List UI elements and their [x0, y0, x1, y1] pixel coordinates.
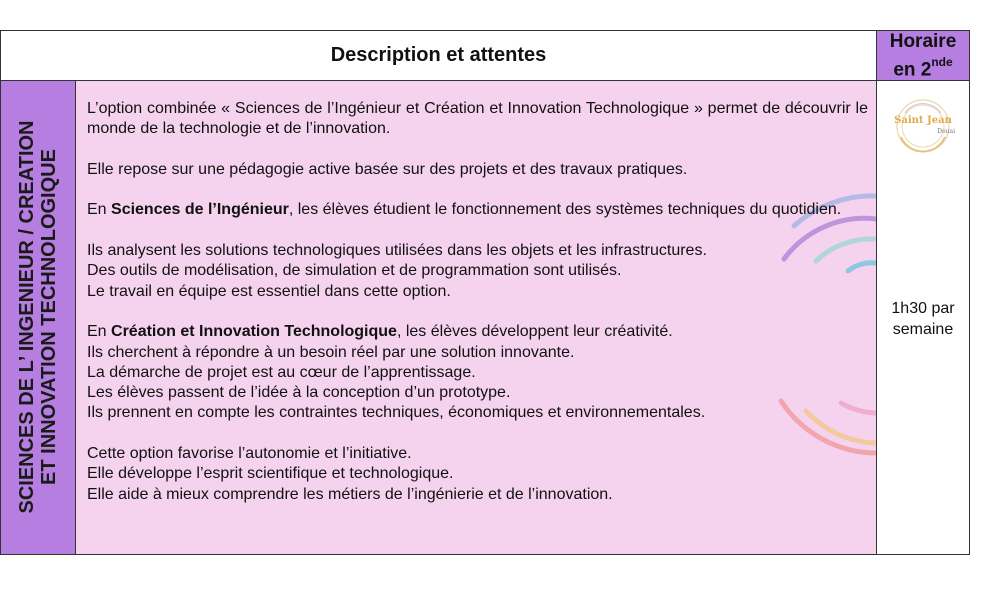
si-line-2: Des outils de modélisation, de simulation et de programmation sont utilisés. [87, 262, 622, 280]
cit-bold-title: Création et Innovation Technologique [111, 323, 397, 341]
description-paragraph-2: Elle repose sur une pédagogie active basée sur des projets et des travaux pratiques. [87, 160, 688, 178]
course-title-line2: ET INNOVATION TECHNOLOGIQUE [38, 149, 60, 485]
si-suffix: , les élèves étudient le fonctionnement des systèmes techniques du quotidien. [288, 201, 842, 219]
description-header: Description et attentes [1, 31, 877, 80]
logo-rings-icon [891, 97, 955, 155]
horaire-header-line2 [893, 53, 952, 81]
si-prefix: En [87, 201, 112, 219]
description-cell [76, 81, 877, 554]
horaire-header-line2-main: en 2 [893, 59, 932, 81]
logo-name: Saint Jean [894, 115, 952, 126]
description-paragraph-5 [87, 322, 868, 423]
course-title-vertical [16, 97, 60, 537]
table-body-row [1, 81, 969, 554]
saint-jean-logo [891, 97, 955, 155]
horaire-value-line2: semaine [892, 320, 954, 338]
cit-line-3: Les élèves passent de l’idée à la conception d’un prototype. [87, 384, 511, 402]
description-paragraph-1: L’option combinée « Sciences de l’Ingénieur et Création et Innovation Technologique » permet de découvrir le monde de la technologie et de l’innovation. [87, 100, 868, 138]
cit-suffix: , les élèves développent leur créativité. [396, 323, 673, 341]
course-table [0, 30, 970, 555]
logo-city: Douai [937, 128, 955, 135]
horaire-header-line1: Horaire [889, 30, 957, 52]
course-title-cell [1, 81, 76, 554]
description-paragraph-4 [87, 241, 868, 302]
cit-line-1: Ils cherchent à répondre à un besoin réel par une solution innovante. [87, 343, 575, 361]
si-line-1: Ils analysent les solutions technologiques utilisées dans les objets et les infrastructures. [87, 242, 707, 260]
conclusion-line-3: Elle aide à mieux comprendre les métiers de l’ingénierie et de l’innovation. [87, 485, 613, 503]
conclusion-line-2: Elle développe l’esprit scientifique et technologique. [87, 465, 454, 483]
si-bold-title: Sciences de l’Ingénieur [111, 201, 289, 219]
horaire-cell [877, 81, 969, 554]
table-header-row [1, 31, 969, 81]
cit-line-2: La démarche de projet est au cœur de l’apprentissage. [87, 363, 476, 381]
cit-prefix: En [87, 323, 112, 341]
horaire-header [877, 31, 969, 80]
description-paragraph-3 [87, 200, 868, 220]
si-line-3: Le travail en équipe est essentiel dans cette option. [87, 282, 451, 300]
conclusion-line-1: Cette option favorise l’autonomie et l’initiative. [87, 445, 412, 463]
horaire-header-superscript: nde [931, 54, 953, 69]
horaire-value [877, 299, 969, 340]
cit-line-4: Ils prennent en compte les contraintes techniques, économiques et environnementales. [87, 404, 706, 422]
course-title-line1: SCIENCES DE L’ INGENIEUR / CREATION [16, 120, 38, 514]
description-text [87, 99, 868, 505]
horaire-value-line1: 1h30 par [891, 300, 955, 317]
description-paragraph-6 [87, 444, 868, 505]
